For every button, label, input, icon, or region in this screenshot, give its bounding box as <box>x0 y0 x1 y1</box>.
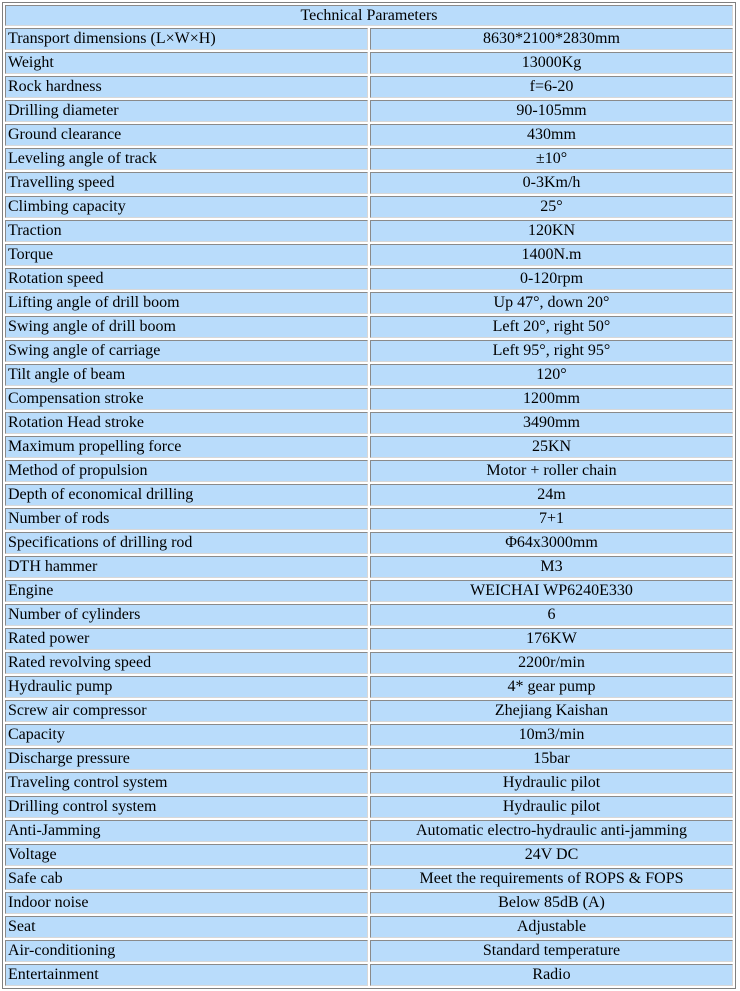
table-body <box>5 5 733 986</box>
parameter-name-cell: Ground clearance <box>5 124 368 146</box>
table-row <box>5 628 733 650</box>
parameter-name-cell: Depth of economical drilling <box>5 484 368 506</box>
parameter-value-cell: 120° <box>370 364 733 386</box>
parameter-name-cell: Leveling angle of track <box>5 148 368 170</box>
table-row <box>5 364 733 386</box>
parameter-value-cell: Standard temperature <box>370 940 733 962</box>
parameter-name-cell: Traveling control system <box>5 772 368 794</box>
table-row <box>5 556 733 578</box>
parameter-name-cell: Swing angle of drill boom <box>5 316 368 338</box>
parameter-value-cell: M3 <box>370 556 733 578</box>
table-row <box>5 796 733 818</box>
table-row <box>5 412 733 434</box>
parameter-value-cell: Automatic electro-hydraulic anti-jamming <box>370 820 733 842</box>
parameter-value-cell: f=6-20 <box>370 76 733 98</box>
table-row <box>5 868 733 890</box>
parameter-value-cell: 176KW <box>370 628 733 650</box>
parameter-value-cell: Zhejiang Kaishan <box>370 700 733 722</box>
table-row <box>5 676 733 698</box>
table-row <box>5 964 733 986</box>
table-row <box>5 724 733 746</box>
parameter-value-cell: ±10° <box>370 148 733 170</box>
parameter-name-cell: DTH hammer <box>5 556 368 578</box>
parameter-name-cell: Torque <box>5 244 368 266</box>
parameter-name-cell: Rotation speed <box>5 268 368 290</box>
parameter-name-cell: Rock hardness <box>5 76 368 98</box>
parameter-value-cell: Meet the requirements of ROPS & FOPS <box>370 868 733 890</box>
technical-parameters-table <box>2 2 736 989</box>
table-title: Technical Parameters <box>5 5 733 26</box>
table-row <box>5 292 733 314</box>
table-row <box>5 100 733 122</box>
parameter-value-cell: Below 85dB (A) <box>370 892 733 914</box>
table-row <box>5 532 733 554</box>
parameter-value-cell: Φ64x3000mm <box>370 532 733 554</box>
table-row <box>5 268 733 290</box>
table-row <box>5 436 733 458</box>
table-row <box>5 388 733 410</box>
parameter-value-cell: 1400N.m <box>370 244 733 266</box>
parameter-value-cell: 8630*2100*2830mm <box>370 28 733 50</box>
parameter-name-cell: Climbing capacity <box>5 196 368 218</box>
table-row <box>5 916 733 938</box>
parameter-value-cell: 25° <box>370 196 733 218</box>
parameter-value-cell: 24V DC <box>370 844 733 866</box>
parameter-value-cell: Radio <box>370 964 733 986</box>
table-row <box>5 220 733 242</box>
parameter-value-cell: Left 95°, right 95° <box>370 340 733 362</box>
parameter-name-cell: Tilt angle of beam <box>5 364 368 386</box>
parameter-name-cell: Capacity <box>5 724 368 746</box>
parameter-value-cell: 120KN <box>370 220 733 242</box>
parameter-value-cell: Adjustable <box>370 916 733 938</box>
parameter-name-cell: Safe cab <box>5 868 368 890</box>
table-row <box>5 748 733 770</box>
parameter-value-cell: WEICHAI WP6240E330 <box>370 580 733 602</box>
parameter-name-cell: Air-conditioning <box>5 940 368 962</box>
parameter-value-cell: 1200mm <box>370 388 733 410</box>
parameter-value-cell: 15bar <box>370 748 733 770</box>
parameter-name-cell: Traction <box>5 220 368 242</box>
parameter-value-cell: Hydraulic pilot <box>370 772 733 794</box>
table-row <box>5 148 733 170</box>
table-row <box>5 652 733 674</box>
parameter-name-cell: Hydraulic pump <box>5 676 368 698</box>
parameter-name-cell: Voltage <box>5 844 368 866</box>
parameter-name-cell: Swing angle of carriage <box>5 340 368 362</box>
parameter-name-cell: Drilling diameter <box>5 100 368 122</box>
table-row <box>5 772 733 794</box>
table-row <box>5 604 733 626</box>
parameter-name-cell: Compensation stroke <box>5 388 368 410</box>
table-row <box>5 124 733 146</box>
table-row <box>5 244 733 266</box>
parameter-value-cell: Left 20°, right 50° <box>370 316 733 338</box>
parameter-value-cell: 0-3Km/h <box>370 172 733 194</box>
parameter-name-cell: Discharge pressure <box>5 748 368 770</box>
parameter-value-cell: 430mm <box>370 124 733 146</box>
parameter-value-cell: Motor + roller chain <box>370 460 733 482</box>
parameter-name-cell: Entertainment <box>5 964 368 986</box>
table-row <box>5 460 733 482</box>
parameter-name-cell: Number of rods <box>5 508 368 530</box>
parameter-value-cell: 25KN <box>370 436 733 458</box>
table-header-row <box>5 5 733 26</box>
parameter-name-cell: Indoor noise <box>5 892 368 914</box>
parameter-value-cell: Up 47°, down 20° <box>370 292 733 314</box>
parameter-name-cell: Number of cylinders <box>5 604 368 626</box>
parameter-name-cell: Drilling control system <box>5 796 368 818</box>
parameter-name-cell: Lifting angle of drill boom <box>5 292 368 314</box>
parameter-value-cell: 7+1 <box>370 508 733 530</box>
table-row <box>5 340 733 362</box>
parameter-name-cell: Seat <box>5 916 368 938</box>
parameter-name-cell: Anti-Jamming <box>5 820 368 842</box>
table-row <box>5 508 733 530</box>
table-row <box>5 484 733 506</box>
table-row <box>5 76 733 98</box>
table-row <box>5 316 733 338</box>
parameter-value-cell: 6 <box>370 604 733 626</box>
parameter-value-cell: 90-105mm <box>370 100 733 122</box>
table-row <box>5 52 733 74</box>
table-row <box>5 580 733 602</box>
parameter-value-cell: 0-120rpm <box>370 268 733 290</box>
parameter-name-cell: Travelling speed <box>5 172 368 194</box>
table-row <box>5 892 733 914</box>
parameter-name-cell: Specifications of drilling rod <box>5 532 368 554</box>
parameter-value-cell: 2200r/min <box>370 652 733 674</box>
parameter-name-cell: Engine <box>5 580 368 602</box>
table-row <box>5 172 733 194</box>
parameter-name-cell: Weight <box>5 52 368 74</box>
parameter-name-cell: Transport dimensions (L×W×H) <box>5 28 368 50</box>
table-row <box>5 940 733 962</box>
parameter-value-cell: 24m <box>370 484 733 506</box>
table-row <box>5 196 733 218</box>
table-row <box>5 28 733 50</box>
parameter-name-cell: Rated power <box>5 628 368 650</box>
parameter-name-cell: Method of propulsion <box>5 460 368 482</box>
parameter-name-cell: Rotation Head stroke <box>5 412 368 434</box>
table-row <box>5 820 733 842</box>
parameter-name-cell: Rated revolving speed <box>5 652 368 674</box>
parameter-value-cell: 13000Kg <box>370 52 733 74</box>
parameter-value-cell: 10m3/min <box>370 724 733 746</box>
table-row <box>5 844 733 866</box>
table-row <box>5 700 733 722</box>
parameter-value-cell: 3490mm <box>370 412 733 434</box>
parameter-value-cell: 4* gear pump <box>370 676 733 698</box>
parameter-value-cell: Hydraulic pilot <box>370 796 733 818</box>
parameter-name-cell: Maximum propelling force <box>5 436 368 458</box>
parameter-name-cell: Screw air compressor <box>5 700 368 722</box>
